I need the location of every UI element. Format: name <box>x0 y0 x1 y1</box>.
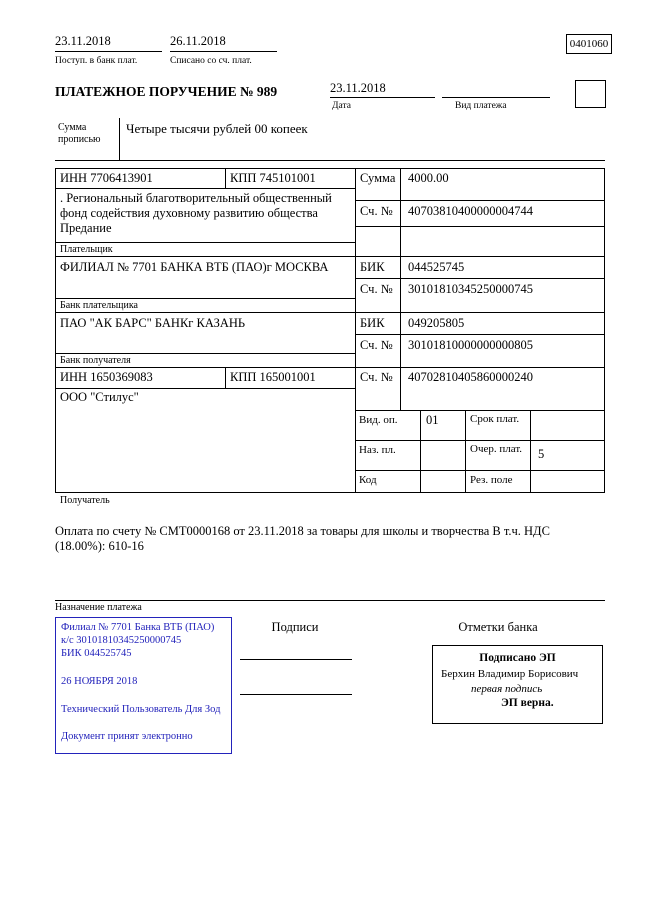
ocher-plat-value: 5 <box>538 447 545 461</box>
border-line <box>225 168 226 188</box>
payee-kpp: КПП 165001001 <box>230 370 316 384</box>
srok-plat-label: Срок плат. <box>470 413 520 425</box>
title-date: 23.11.2018 <box>330 81 386 95</box>
payee-bank-bik: 049205805 <box>408 316 465 330</box>
payee-section-label: Получатель <box>60 495 110 506</box>
ocher-plat-label: Очер. плат. <box>470 443 523 455</box>
payer-account: 40703810400000004744 <box>408 204 533 218</box>
amount-words-label: Сумма прописью <box>58 122 101 145</box>
amount-words-value: Четыре тысячи рублей 00 копеек <box>126 121 308 136</box>
border-line <box>55 367 605 368</box>
ep-verified: ЭП верна. <box>501 697 554 709</box>
stamp-bank-name: Филиал № 7701 Банка ВТБ (ПАО) <box>61 622 215 633</box>
payer-bank-account: 30101810345250000745 <box>408 282 533 296</box>
signatures-label: Подписи <box>271 620 319 634</box>
payer-inn: ИНН 7706413901 <box>60 171 153 185</box>
border-line <box>55 298 355 299</box>
kod-label: Код <box>359 474 377 486</box>
ep-signed-title: Подписано ЭП <box>479 652 556 664</box>
signature-line-2 <box>240 680 352 695</box>
border-line <box>55 188 355 189</box>
received-date-label: Поступ. в банк плат. <box>55 56 138 66</box>
border-line <box>400 168 401 410</box>
border-line <box>55 388 355 389</box>
border-line <box>355 200 605 201</box>
rez-pole-label: Рез. поле <box>470 474 513 486</box>
debited-date-field <box>170 34 277 52</box>
document-title: ПЛАТЕЖНОЕ ПОРУЧЕНИЕ № 989 <box>55 84 278 99</box>
payment-type-label: Вид платежа <box>455 101 507 111</box>
debited-date: 26.11.2018 <box>170 34 226 48</box>
border-line <box>355 278 605 279</box>
payment-type-field <box>442 81 550 98</box>
border-line <box>55 353 355 354</box>
border-line <box>355 410 605 411</box>
payee-bank-bik-label: БИК <box>360 316 385 330</box>
payee-bank-account: 30101810000000000805 <box>408 338 533 352</box>
bank-stamp <box>55 617 232 754</box>
bank-marks-label: Отметки банка <box>458 620 538 634</box>
border-line <box>55 600 605 601</box>
border-line <box>530 410 531 493</box>
electronic-signature-box <box>432 645 603 724</box>
payer-name: . Региональный благотворительный общественный фонд содействия духовному развитию общества Предание <box>60 191 332 235</box>
payee-account-label: Сч. № <box>360 370 393 384</box>
stamp-accepted-note: Документ принят электронно <box>61 731 193 742</box>
form-code: 0401060 <box>569 38 609 50</box>
stamp-date: 26 НОЯБРЯ 2018 <box>61 676 138 687</box>
vid-op-value: 01 <box>426 413 439 427</box>
purpose-label: Назначение платежа <box>55 602 142 613</box>
signature-line-1 <box>240 645 352 660</box>
border-line <box>55 160 605 161</box>
purpose-text: Оплата по счету № СМТ0000168 от 23.11.2018 за товары для школы и творчества В т.ч. НДС (18.00%): 610-16 <box>55 524 550 553</box>
form-code-box <box>566 34 612 54</box>
payer-kpp: КПП 745101001 <box>230 171 316 185</box>
payer-bank-bik-label: БИК <box>360 260 385 274</box>
border-line <box>119 118 120 160</box>
payer-section-label: Плательщик <box>60 244 113 255</box>
payee-inn: ИНН 1650369083 <box>60 370 153 384</box>
amount-label: Сумма <box>360 171 396 185</box>
received-date: 23.11.2018 <box>55 34 111 48</box>
stamp-corr-account: к/с 30101810345250000745 <box>61 635 182 646</box>
received-date-field <box>55 34 162 52</box>
border-line <box>465 410 466 493</box>
ep-signature-kind: первая подпись <box>471 683 543 695</box>
title-date-field <box>330 81 435 98</box>
border-line <box>55 242 355 243</box>
border-line <box>355 470 605 471</box>
stamp-bik: БИК 044525745 <box>61 648 132 659</box>
payee-account: 40702810405860000240 <box>408 370 533 384</box>
border-line <box>55 312 605 313</box>
payer-account-label: Сч. № <box>360 204 393 218</box>
ep-signer-name: Берхин Владимир Борисович <box>441 668 579 680</box>
stamp-user: Технический Пользователь Для Зод <box>61 704 221 715</box>
title-date-label: Дата <box>332 101 351 111</box>
border-line <box>225 367 226 388</box>
payment-type-code-box <box>575 80 606 108</box>
border-line <box>420 410 421 493</box>
border-line <box>355 334 605 335</box>
payer-bank-name: ФИЛИАЛ № 7701 БАНКА ВТБ (ПАО)г МОСКВА <box>60 260 329 274</box>
payee-bank-account-label: Сч. № <box>360 338 393 352</box>
vid-op-label: Вид. оп. <box>359 414 398 426</box>
payer-bank-section-label: Банк плательщика <box>60 300 138 311</box>
border-line <box>55 256 605 257</box>
border-line <box>355 440 605 441</box>
payee-bank-section-label: Банк получателя <box>60 355 131 366</box>
amount-value: 4000.00 <box>408 171 449 185</box>
border-line <box>355 226 605 227</box>
debited-date-label: Списано со сч. плат. <box>170 56 252 66</box>
payee-name: ООО "Стилус" <box>60 390 139 404</box>
payer-bank-account-label: Сч. № <box>360 282 393 296</box>
naz-pl-label: Наз. пл. <box>359 444 396 456</box>
payer-bank-bik: 044525745 <box>408 260 465 274</box>
payee-bank-name: ПАО "АК БАРС" БАНКг КАЗАНЬ <box>60 316 246 330</box>
